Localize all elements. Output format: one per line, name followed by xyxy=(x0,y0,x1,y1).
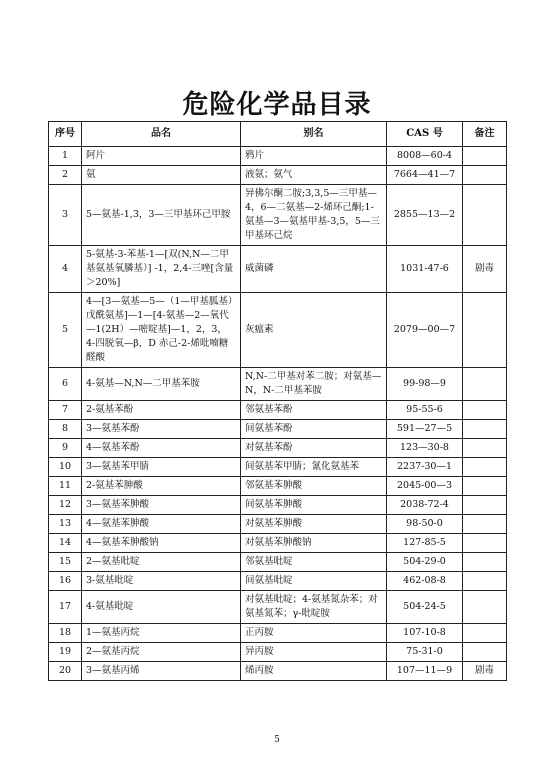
table-row xyxy=(49,572,507,591)
cas-number: 107—11—9 xyxy=(387,662,463,681)
table-row xyxy=(49,553,507,572)
cas-number: 95-55-6 xyxy=(387,401,463,420)
remark xyxy=(463,477,507,496)
row-number: 14 xyxy=(49,534,82,553)
table-header-row xyxy=(49,122,507,147)
remark xyxy=(463,293,507,368)
chemical-alias: 间氨基吡啶 xyxy=(241,572,387,591)
chemical-name: 3—氨基苯甲腈 xyxy=(82,458,241,477)
chemical-name: 5—氨基-1,3，3—三甲基环己甲胺 xyxy=(82,185,241,246)
chemical-name: 2-氨基苯胂酸 xyxy=(82,477,241,496)
chemical-alias: 间氨基苯胂酸 xyxy=(241,496,387,515)
table-row xyxy=(49,185,507,246)
cas-number: 75-31-0 xyxy=(387,643,463,662)
header-no: 序号 xyxy=(49,122,82,147)
table-row xyxy=(49,439,507,458)
chemical-name: 2—氨基吡啶 xyxy=(82,553,241,572)
row-number: 15 xyxy=(49,553,82,572)
table-row xyxy=(49,368,507,401)
cas-number: 2045-00—3 xyxy=(387,477,463,496)
row-number: 16 xyxy=(49,572,82,591)
row-number: 4 xyxy=(49,246,82,293)
table-body xyxy=(49,147,507,681)
row-number: 20 xyxy=(49,662,82,681)
chemical-alias: 威菌磷 xyxy=(241,246,387,293)
row-number: 18 xyxy=(49,624,82,643)
chemical-name: 4-氨基吡啶 xyxy=(82,591,241,624)
table-row xyxy=(49,420,507,439)
remark xyxy=(463,147,507,166)
chemical-alias: 间氨基苯甲腈；氰化氨基苯 xyxy=(241,458,387,477)
chemical-alias: 间氨基苯酚 xyxy=(241,420,387,439)
chemical-name: 5-氨基-3-苯基-1—[双(N,N—二甲基氨基氧膦基）] -1，2,4-三唑[含量＞20%] xyxy=(82,246,241,293)
chemical-alias: 正丙胺 xyxy=(241,624,387,643)
remark: 剧毒 xyxy=(463,246,507,293)
table-row xyxy=(49,624,507,643)
chemical-alias: 异丙胺 xyxy=(241,643,387,662)
header-cas: CAS 号 xyxy=(387,122,463,147)
chemical-alias: 邻氨基苯胂酸 xyxy=(241,477,387,496)
cas-number: 2237-30—1 xyxy=(387,458,463,477)
table-row xyxy=(49,147,507,166)
remark xyxy=(463,458,507,477)
table-row xyxy=(49,166,507,185)
remark xyxy=(463,166,507,185)
page-title: 危险化学品目录 xyxy=(182,90,372,120)
row-number: 9 xyxy=(49,439,82,458)
cas-number: 2855—13—2 xyxy=(387,185,463,246)
chemical-alias: 对氨基苯胂酸钠 xyxy=(241,534,387,553)
chemical-alias: 对氨基苯酚 xyxy=(241,439,387,458)
row-number: 2 xyxy=(49,166,82,185)
chemical-alias: 异佛尔酮二胺;3,3,5—三甲基—4，6—二氨基—2-烯环己酮;1-氨基—3—氨基甲基-3,5，5—三甲基环己烷 xyxy=(241,185,387,246)
remark xyxy=(463,401,507,420)
cas-number: 1031-47-6 xyxy=(387,246,463,293)
remark xyxy=(463,496,507,515)
cas-number: 504-29-0 xyxy=(387,553,463,572)
cas-number: 591—27—5 xyxy=(387,420,463,439)
table-row xyxy=(49,458,507,477)
chemical-alias: 对氨基吡啶；4-氨基氮杂苯；对氨基氮苯；γ-吡啶胺 xyxy=(241,591,387,624)
row-number: 19 xyxy=(49,643,82,662)
remark xyxy=(463,643,507,662)
remark xyxy=(463,624,507,643)
row-number: 11 xyxy=(49,477,82,496)
table-row xyxy=(49,401,507,420)
cas-number: 98-50-0 xyxy=(387,515,463,534)
remark xyxy=(463,553,507,572)
chemical-name: 阿片 xyxy=(82,147,241,166)
table-row xyxy=(49,515,507,534)
row-number: 5 xyxy=(49,293,82,368)
chemical-name: 4—氨基苯酚 xyxy=(82,439,241,458)
chemical-alias: 邻氨基吡啶 xyxy=(241,553,387,572)
table-row xyxy=(49,662,507,681)
chemical-name: 1—氨基丙烷 xyxy=(82,624,241,643)
header-note: 备注 xyxy=(463,122,507,147)
chemical-name: 4—氨基苯胂酸钠 xyxy=(82,534,241,553)
chemical-name: 3—氨基苯胂酸 xyxy=(82,496,241,515)
remark xyxy=(463,591,507,624)
chemical-name: 4-氨基—N,N—二甲基苯胺 xyxy=(82,368,241,401)
chemical-name: 氨 xyxy=(82,166,241,185)
table-row xyxy=(49,293,507,368)
cas-number: 8008—60-4 xyxy=(387,147,463,166)
chemical-name: 4—氨基苯胂酸 xyxy=(82,515,241,534)
chemical-alias: 灰瘟素 xyxy=(241,293,387,368)
table-row xyxy=(49,534,507,553)
chemical-alias: 液氨；氨气 xyxy=(241,166,387,185)
row-number: 10 xyxy=(49,458,82,477)
row-number: 3 xyxy=(49,185,82,246)
remark xyxy=(463,439,507,458)
row-number: 13 xyxy=(49,515,82,534)
remark xyxy=(463,534,507,553)
cas-number: 2038-72-4 xyxy=(387,496,463,515)
remark xyxy=(463,420,507,439)
header-name: 品名 xyxy=(82,122,241,147)
chemical-name: 2—氨基丙烷 xyxy=(82,643,241,662)
remark xyxy=(463,572,507,591)
table-row xyxy=(49,643,507,662)
chemical-alias: 邻氨基苯酚 xyxy=(241,401,387,420)
chemicals-table xyxy=(48,121,507,681)
header-alias: 别名 xyxy=(241,122,387,147)
cas-number: 2079—00—7 xyxy=(387,293,463,368)
row-number: 12 xyxy=(49,496,82,515)
chemical-alias: N,N-二甲基对苯二胺；对氨基—N，N-二甲基苯胺 xyxy=(241,368,387,401)
cas-number: 99-98—9 xyxy=(387,368,463,401)
chemical-alias: 烯丙胺 xyxy=(241,662,387,681)
table-row xyxy=(49,496,507,515)
cas-number: 123—30-8 xyxy=(387,439,463,458)
cas-number: 504-24-5 xyxy=(387,591,463,624)
chemical-name: 3—氨基苯酚 xyxy=(82,420,241,439)
table-row xyxy=(49,591,507,624)
page-number: 5 xyxy=(274,735,280,745)
cas-number: 462-08-8 xyxy=(387,572,463,591)
remark xyxy=(463,368,507,401)
chemical-name: 3—氨基丙烯 xyxy=(82,662,241,681)
table-row xyxy=(49,246,507,293)
chemical-alias: 对氨基苯胂酸 xyxy=(241,515,387,534)
chemical-name: 4—[3—氨基—5—（1—甲基胍基）戊酰氨基]—1—[4-氨基—2—氧代—1(2H）—嘧啶基]—1，2，3，4-四脱氧—β，D 赤己-2-烯吡喃糖醛酸 xyxy=(82,293,241,368)
cas-number: 127-85-5 xyxy=(387,534,463,553)
cas-number: 107-10-8 xyxy=(387,624,463,643)
table-row xyxy=(49,477,507,496)
row-number: 8 xyxy=(49,420,82,439)
cas-number: 7664—41—7 xyxy=(387,166,463,185)
remark xyxy=(463,515,507,534)
row-number: 1 xyxy=(49,147,82,166)
chemical-alias: 鸦片 xyxy=(241,147,387,166)
row-number: 6 xyxy=(49,368,82,401)
row-number: 17 xyxy=(49,591,82,624)
chemical-name: 3-氨基吡啶 xyxy=(82,572,241,591)
remark xyxy=(463,185,507,246)
row-number: 7 xyxy=(49,401,82,420)
remark: 剧毒 xyxy=(463,662,507,681)
chemical-name: 2-氨基苯酚 xyxy=(82,401,241,420)
